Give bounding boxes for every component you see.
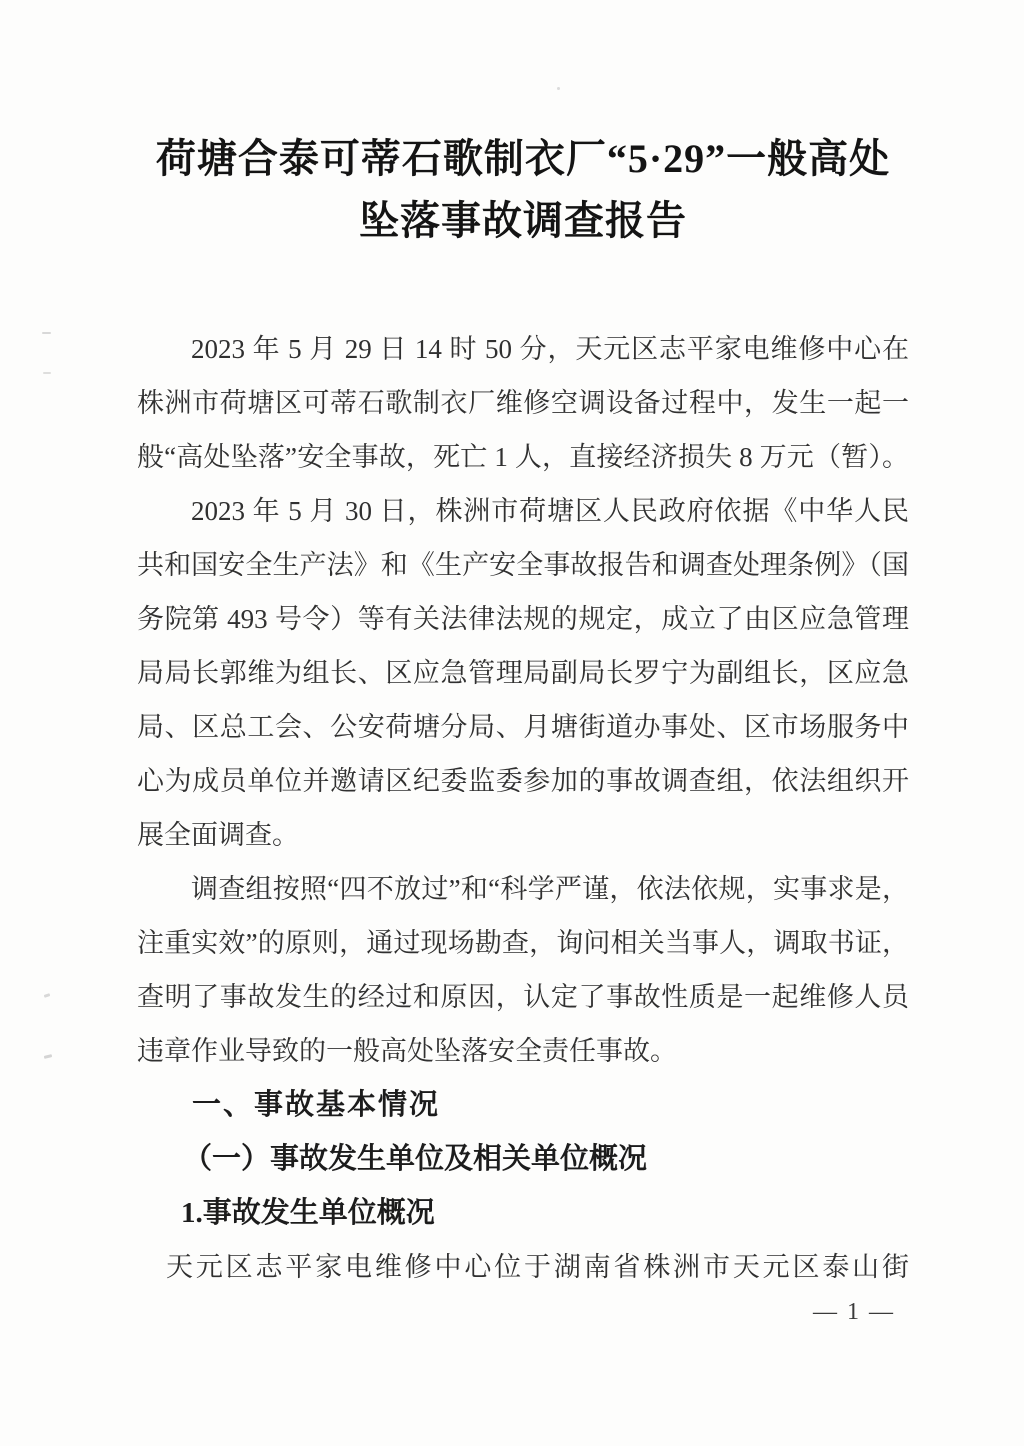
paragraph-2-line-2: 共和国安全生产法》和《生产安全事故报告和调查处理条例》（国 [137, 550, 909, 580]
section-heading-1: 一、事故基本情况 [192, 1089, 441, 1121]
paragraph-1-line-3: 般“高处坠落”安全事故，死亡 1 人，直接经济损失 8 万元（暂）。 [137, 442, 909, 472]
paragraph-2-line-5: 局、区总工会、公安荷塘分局、月塘街道办事处、区市场服务中 [137, 712, 909, 742]
report-title-line1: 荷塘合泰可蒂石歌制衣厂“5·29”一般高处 [155, 136, 891, 181]
scan-artifact [43, 372, 51, 374]
scan-artifact [557, 87, 560, 90]
paragraph-2-line-3: 务院第 493 号令）等有关法律法规的规定，成立了由区应急管理 [137, 604, 909, 634]
section-heading-1-1-1: 1.事故发生单位概况 [181, 1197, 435, 1229]
paragraph-1-line-2: 株洲市荷塘区可蒂石歌制衣厂维修空调设备过程中，发生一起一 [137, 388, 909, 418]
paragraph-2-line-7: 展全面调查。 [137, 820, 299, 850]
paragraph-1-line-1: 2023 年 5 月 29 日 14 时 50 分，天元区志平家电维修中心在 [191, 334, 909, 364]
paragraph-3-line-2: 注重实效”的原则，通过现场勘查，询问相关当事人，调取书证， [137, 928, 909, 958]
report-body [137, 322, 909, 1294]
paragraph-2-line-4: 局局长郭维为组长、区应急管理局副局长罗宁为副组长，区应急 [137, 658, 909, 688]
section-heading-1-1: （一）事故发生单位及相关单位概况 [183, 1143, 648, 1175]
page-number: — 1 — [813, 1299, 895, 1325]
paragraph-3-line-4: 违章作业导致的一般高处坠落安全责任事故。 [137, 1036, 677, 1066]
paragraph-2-line-1: 2023 年 5 月 30 日，株洲市荷塘区人民政府依据《中华人民 [191, 496, 909, 526]
scan-artifact [42, 332, 51, 334]
paragraph-4-line-1: 天元区志平家电维修中心位于湖南省株洲市天元区泰山街 [166, 1252, 909, 1282]
paragraph-2-line-6: 心为成员单位并邀请区纪委监委参加的事故调查组，依法组织开 [137, 766, 909, 796]
paragraph-3-line-1: 调查组按照“四不放过”和“科学严谨，依法依规，实事求是， [191, 874, 909, 904]
report-title [137, 0, 909, 252]
scan-artifact [44, 1054, 52, 1059]
page-footer [813, 1296, 895, 1328]
paragraph-3-line-3: 查明了事故发生的经过和原因，认定了事故性质是一起维修人员 [137, 982, 909, 1012]
scan-artifact [44, 993, 51, 998]
report-title-line2: 坠落事故调查报告 [359, 198, 687, 243]
